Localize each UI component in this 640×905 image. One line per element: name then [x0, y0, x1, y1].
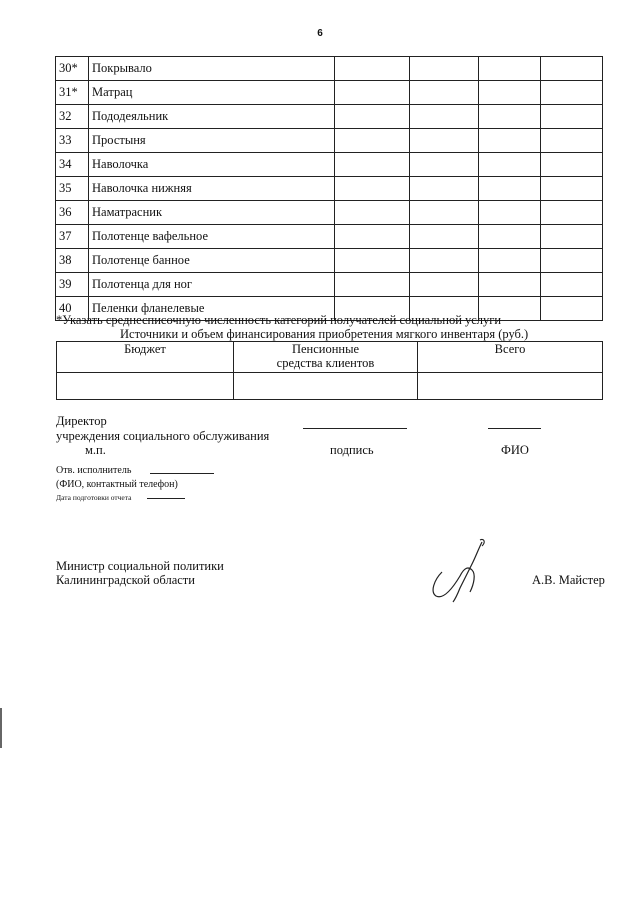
col-pension	[234, 342, 418, 373]
table-row	[56, 81, 603, 105]
quantity-cell[interactable]	[335, 249, 410, 273]
quantity-cell[interactable]	[410, 225, 479, 249]
total-value-cell[interactable]	[418, 373, 603, 400]
table-row	[56, 201, 603, 225]
executor-line[interactable]	[150, 473, 214, 474]
quantity-cell[interactable]	[479, 273, 541, 297]
quantity-cell[interactable]	[410, 201, 479, 225]
item-number: 37	[56, 225, 89, 249]
item-number: 33	[56, 129, 89, 153]
report-date-label: Дата подготовки отчета	[56, 493, 132, 502]
item-name: Матрац	[89, 81, 335, 105]
quantity-cell[interactable]	[335, 201, 410, 225]
col-pension-line2: средства клиентов	[276, 356, 375, 370]
footnote: *Указать среднесписочную численность категорий получателей социальной услуги	[56, 313, 502, 327]
minister-name: А.В. Майстер	[532, 573, 605, 587]
quantity-cell[interactable]	[541, 105, 603, 129]
quantity-cell[interactable]	[479, 129, 541, 153]
pension-value-cell[interactable]	[234, 373, 418, 400]
minister-region: Калининградской области	[56, 573, 195, 587]
quantity-cell[interactable]	[410, 129, 479, 153]
table-row	[56, 57, 603, 81]
item-name: Покрывало	[89, 57, 335, 81]
quantity-cell[interactable]	[410, 273, 479, 297]
item-number: 40	[56, 297, 89, 321]
quantity-cell[interactable]	[410, 153, 479, 177]
quantity-cell[interactable]	[479, 249, 541, 273]
signature-icon	[420, 536, 500, 606]
quantity-cell[interactable]	[541, 249, 603, 273]
signature-label: подпись	[330, 443, 374, 457]
director-institution: учреждения социального обслуживания	[56, 429, 270, 443]
fio-label: ФИО	[501, 443, 529, 457]
table-row	[56, 249, 603, 273]
quantity-cell[interactable]	[541, 297, 603, 321]
quantity-cell[interactable]	[410, 57, 479, 81]
item-number: 38	[56, 249, 89, 273]
executor-label: Отв. исполнитель	[56, 465, 132, 476]
col-total: Всего	[418, 342, 603, 373]
quantity-cell[interactable]	[479, 225, 541, 249]
scan-edge-mark	[0, 708, 2, 748]
signature-line[interactable]	[303, 428, 407, 429]
item-number: 34	[56, 153, 89, 177]
item-name: Наволочка	[89, 153, 335, 177]
funding-title: Источники и объем финансирования приобретения мягкого инвентаря (руб.)	[120, 327, 529, 341]
quantity-cell[interactable]	[410, 105, 479, 129]
director-title: Директор	[56, 414, 107, 428]
table-row	[56, 129, 603, 153]
quantity-cell[interactable]	[335, 225, 410, 249]
table-row	[56, 105, 603, 129]
item-number: 35	[56, 177, 89, 201]
items-table	[55, 56, 603, 321]
quantity-cell[interactable]	[479, 177, 541, 201]
quantity-cell[interactable]	[541, 57, 603, 81]
quantity-cell[interactable]	[335, 177, 410, 201]
item-name: Пододеяльник	[89, 105, 335, 129]
quantity-cell[interactable]	[541, 153, 603, 177]
item-name: Наматрасник	[89, 201, 335, 225]
quantity-cell[interactable]	[541, 273, 603, 297]
table-row	[56, 225, 603, 249]
quantity-cell[interactable]	[541, 81, 603, 105]
quantity-cell[interactable]	[479, 57, 541, 81]
col-pension-line1: Пенсионные	[291, 342, 360, 356]
quantity-cell[interactable]	[479, 105, 541, 129]
quantity-cell[interactable]	[335, 153, 410, 177]
quantity-cell[interactable]	[335, 129, 410, 153]
page-number: 6	[317, 28, 323, 39]
item-number: 30*	[56, 57, 89, 81]
item-number: 39	[56, 273, 89, 297]
quantity-cell[interactable]	[410, 81, 479, 105]
quantity-cell[interactable]	[335, 105, 410, 129]
item-name: Наволочка нижняя	[89, 177, 335, 201]
item-number: 31*	[56, 81, 89, 105]
quantity-cell[interactable]	[335, 273, 410, 297]
fio-phone-label: (ФИО, контактный телефон)	[56, 479, 178, 490]
quantity-cell[interactable]	[541, 201, 603, 225]
quantity-cell[interactable]	[335, 81, 410, 105]
item-name: Полотенце вафельное	[89, 225, 335, 249]
report-date-line[interactable]	[147, 498, 185, 499]
quantity-cell[interactable]	[335, 57, 410, 81]
item-name: Простыня	[89, 129, 335, 153]
quantity-cell[interactable]	[541, 225, 603, 249]
item-number: 36	[56, 201, 89, 225]
funding-table	[56, 341, 603, 400]
item-number: 32	[56, 105, 89, 129]
table-row	[56, 153, 603, 177]
table-row	[56, 177, 603, 201]
quantity-cell[interactable]	[410, 177, 479, 201]
quantity-cell[interactable]	[479, 81, 541, 105]
item-name: Полотенца для ног	[89, 273, 335, 297]
budget-value-cell[interactable]	[57, 373, 234, 400]
quantity-cell[interactable]	[541, 177, 603, 201]
table-row	[56, 273, 603, 297]
quantity-cell[interactable]	[479, 153, 541, 177]
quantity-cell[interactable]	[410, 249, 479, 273]
item-name: Полотенце банное	[89, 249, 335, 273]
fio-line[interactable]	[488, 428, 541, 429]
stamp-place: м.п.	[85, 443, 106, 457]
quantity-cell[interactable]	[479, 201, 541, 225]
item-name: Пеленки фланелевые	[89, 297, 335, 321]
quantity-cell[interactable]	[541, 129, 603, 153]
minister-title: Министр социальной политики	[56, 559, 224, 573]
col-budget: Бюджет	[57, 342, 234, 373]
